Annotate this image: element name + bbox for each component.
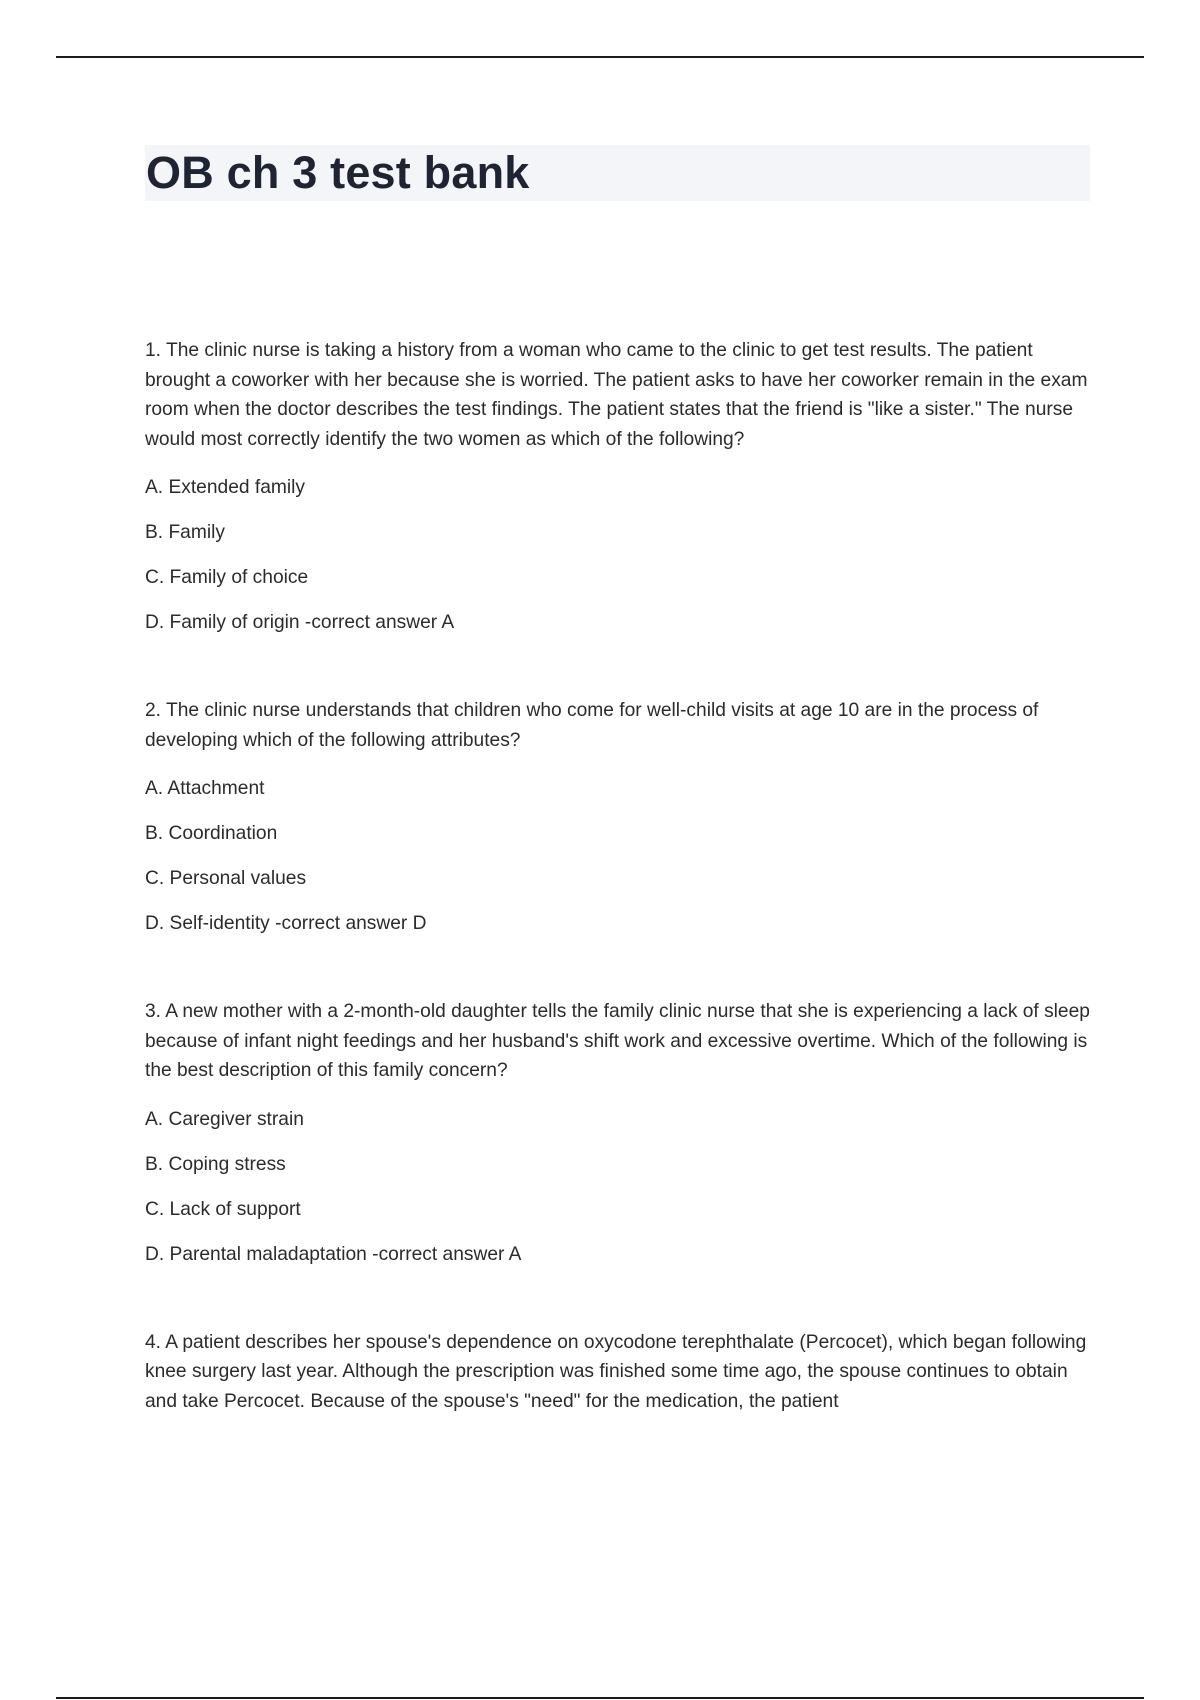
footer-rule xyxy=(56,1697,1144,1699)
page-title: OB ch 3 test bank xyxy=(146,147,530,198)
question-stem: 2. The clinic nurse understands that children who come for well-child visits at age 10 are in the process of developing which of the following attributes? xyxy=(145,700,1039,751)
answer-options xyxy=(145,778,1090,935)
question-3 xyxy=(145,997,1090,1266)
answer-option-d: D. Self-identity -correct answer D xyxy=(145,913,427,934)
answer-option-b: B. Family xyxy=(145,522,225,543)
answer-option-a: A. Extended family xyxy=(145,477,305,498)
question-4 xyxy=(145,1328,1090,1417)
question-stem: 4. A patient describes her spouse's dependence on oxycodone terephthalate (Percocet), which began following knee surgery last year. Although the prescription was finished some time ago, the spouse continues to obtain and take Percocet. Because of the spouse's "need" for the medication, the patient xyxy=(145,1331,1087,1412)
answer-option-d: D. Parental maladaptation -correct answer A xyxy=(145,1243,522,1265)
question-1 xyxy=(145,336,1090,634)
answer-option-c: C. Family of choice xyxy=(145,567,309,588)
header-rule xyxy=(56,56,1144,58)
question-stem: 3. A new mother with a 2-month-old daughter tells the family clinic nurse that she is experiencing a lack of sleep because of infant night feedings and her husband's shift work and excessive overtime. Which of the following is the best description of this family concern? xyxy=(145,1001,1090,1081)
answer-option-a: A. Caregiver strain xyxy=(145,1108,304,1130)
answer-option-c: C. Personal values xyxy=(145,868,307,889)
question-stem: 1. The clinic nurse is taking a history from a woman who came to the clinic to get test results. The patient brought a coworker with her because she is worried. The patient asks to have her coworker remain in the exam room when the doctor describes the test findings. The patient states that the friend is "like a sister." The nurse would most correctly identify the two women as which of the following? xyxy=(145,340,1088,450)
question-2 xyxy=(145,696,1090,935)
answer-options xyxy=(145,1109,1090,1266)
answer-option-a: A. Attachment xyxy=(145,778,265,799)
answer-option-c: C. Lack of support xyxy=(145,1198,301,1220)
answer-option-b: B. Coordination xyxy=(145,823,278,844)
answer-option-b: B. Coping stress xyxy=(145,1153,286,1175)
answer-option-d: D. Family of origin -correct answer A xyxy=(145,612,455,633)
question-list xyxy=(145,336,1090,1478)
answer-options xyxy=(145,477,1090,634)
